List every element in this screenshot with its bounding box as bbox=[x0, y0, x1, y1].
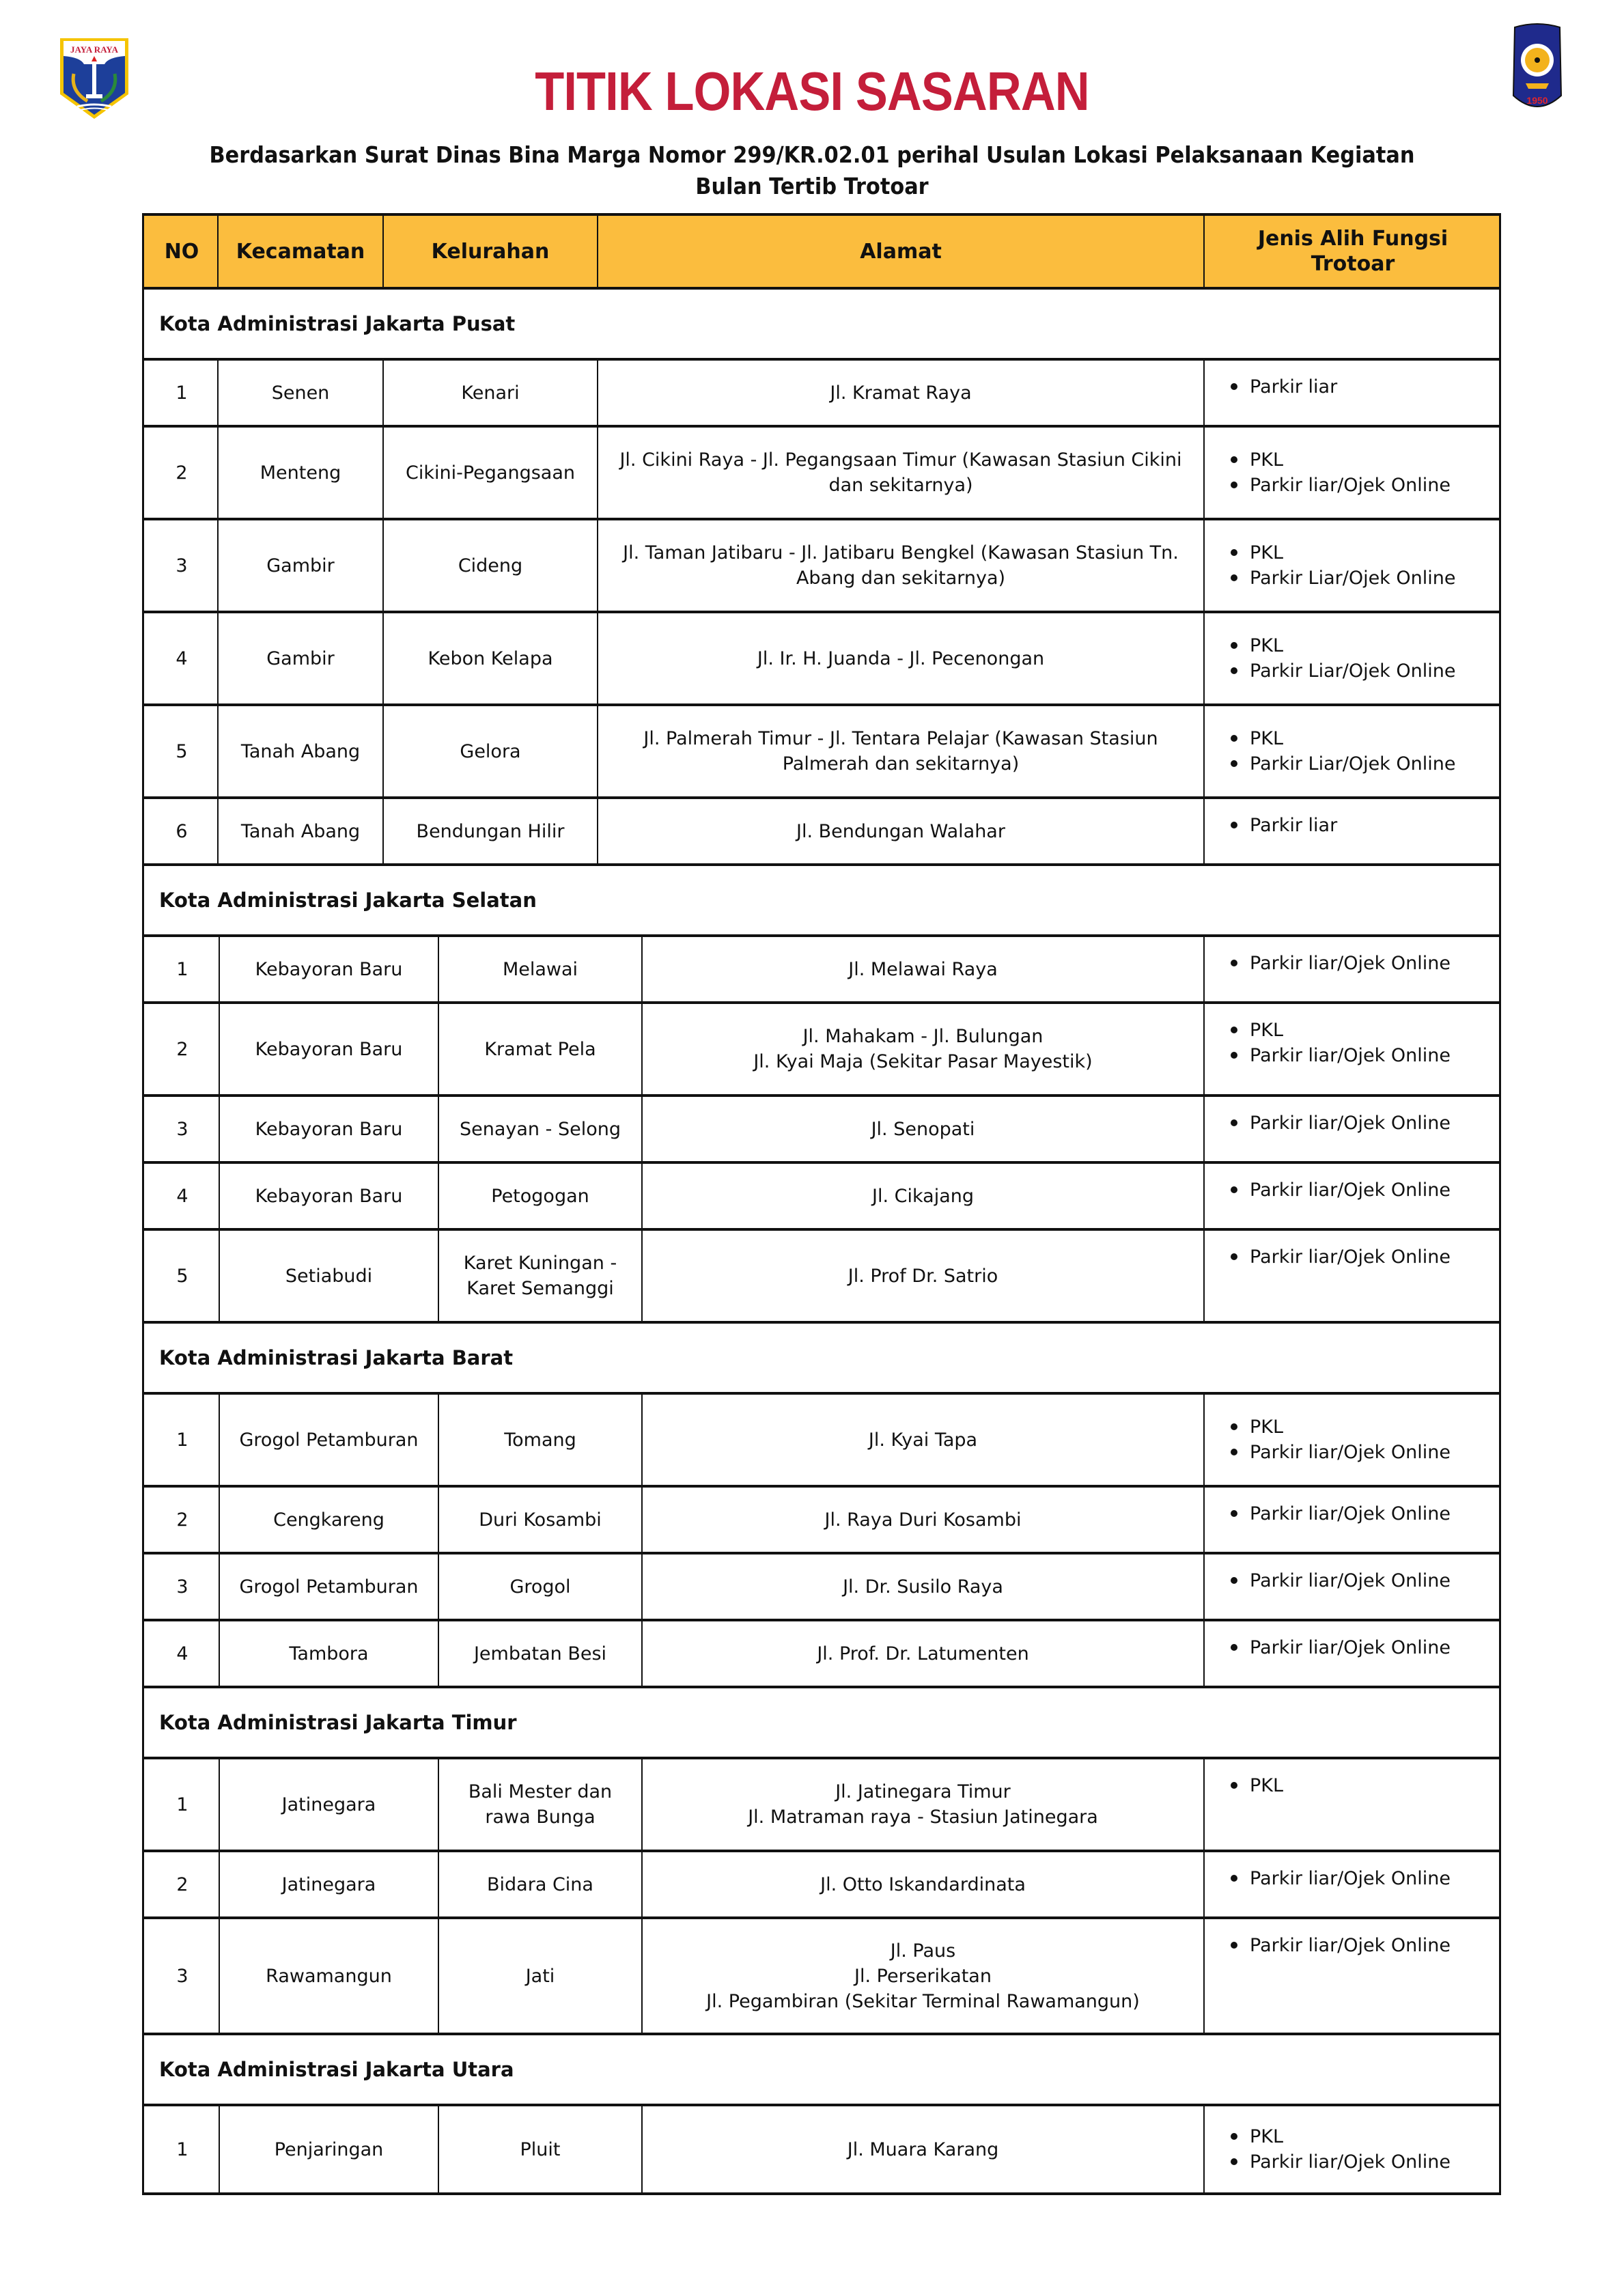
alamat-line: Jl. Prof Dr. Satrio bbox=[848, 1265, 998, 1287]
cell-no: 4 bbox=[176, 1643, 188, 1664]
jenis-item: Parkir liar bbox=[1229, 813, 1337, 838]
jenis-list bbox=[1229, 447, 1451, 498]
section-title: Kota Administrasi Jakarta Timur bbox=[159, 1710, 517, 1734]
jenis-item: Parkir liar/Ojek Online bbox=[1229, 1933, 1451, 1958]
cell-no: 4 bbox=[176, 1185, 188, 1207]
cell-alamat bbox=[641, 1759, 1203, 1850]
cell-no: 1 bbox=[176, 1429, 188, 1451]
cell-kecamatan: Kebayoran Baru bbox=[219, 1164, 438, 1228]
jenis-item: Parkir liar bbox=[1229, 374, 1337, 400]
table-row bbox=[142, 1161, 1501, 1228]
cell-kelurahan: Kramat Pela bbox=[438, 1004, 641, 1094]
jenis-item: Parkir liar/Ojek Online bbox=[1229, 2149, 1451, 2175]
table-row bbox=[142, 1228, 1501, 1321]
section-row bbox=[142, 863, 1501, 934]
cell-jenis bbox=[1203, 1554, 1497, 1619]
page-subtitle bbox=[0, 139, 1624, 202]
jenis-item: Parkir liar/Ojek Online bbox=[1229, 1501, 1451, 1526]
table-row bbox=[142, 934, 1501, 1001]
cell-no: 6 bbox=[176, 820, 188, 842]
cell-kecamatan: Grogol Petamburan bbox=[219, 1395, 438, 1485]
cell-kecamatan: Setiabudi bbox=[219, 1231, 438, 1321]
jenis-list bbox=[1229, 1177, 1451, 1203]
cell-no: 2 bbox=[176, 462, 188, 484]
cell-jenis bbox=[1203, 1759, 1497, 1850]
cell-kelurahan: Petogogan bbox=[438, 1164, 641, 1228]
jenis-item: Parkir liar/Ojek Online bbox=[1229, 1440, 1451, 1465]
jenis-item: PKL bbox=[1229, 726, 1456, 751]
cell-jenis bbox=[1203, 1097, 1497, 1161]
cell-kecamatan: Jatinegara bbox=[219, 1759, 438, 1850]
cell-alamat bbox=[641, 1852, 1203, 1916]
jenis-list bbox=[1229, 1414, 1451, 1465]
cell-no: 5 bbox=[176, 1265, 188, 1287]
alamat-line: Jl. Palmerah Timur - Jl. Tentara Pelajar (Kawasan Stasiun Palmerah dan sekitarnya) bbox=[643, 728, 1158, 775]
jenis-item: Parkir liar/Ojek Online bbox=[1229, 1866, 1451, 1891]
cell-kelurahan: Jati bbox=[438, 1919, 641, 2033]
table-row bbox=[142, 611, 1501, 703]
cell-kelurahan: Cideng bbox=[382, 520, 597, 611]
jenis-item: Parkir Liar/Ojek Online bbox=[1229, 658, 1456, 684]
jenis-list bbox=[1229, 813, 1337, 838]
jenis-list bbox=[1229, 1501, 1451, 1526]
section-title: Kota Administrasi Jakarta Utara bbox=[159, 2057, 514, 2081]
cell-alamat bbox=[641, 1621, 1203, 1686]
table-row bbox=[142, 358, 1501, 425]
alamat-line: Jl. Kyai Maja (Sekitar Pasar Mayestik) bbox=[753, 1051, 1093, 1072]
cell-alamat bbox=[597, 428, 1203, 518]
cell-no: 1 bbox=[176, 1794, 188, 1815]
cell-jenis bbox=[1203, 2106, 1497, 2192]
cell-kelurahan: Karet Kuningan - Karet Semanggi bbox=[438, 1231, 641, 1321]
cell-jenis bbox=[1203, 1395, 1497, 1485]
table-row bbox=[142, 2104, 1501, 2195]
cell-alamat bbox=[597, 613, 1203, 703]
cell-no: 5 bbox=[176, 740, 188, 762]
cell-jenis bbox=[1203, 1621, 1497, 1686]
cell-jenis bbox=[1203, 1231, 1497, 1321]
cell-kecamatan: Kebayoran Baru bbox=[219, 1097, 438, 1161]
table-row bbox=[142, 1916, 1501, 2033]
jenis-item: Parkir liar/Ojek Online bbox=[1229, 1244, 1451, 1270]
section-row bbox=[142, 1686, 1501, 1757]
jenis-item: PKL bbox=[1229, 1414, 1451, 1440]
cell-kecamatan: Kebayoran Baru bbox=[219, 937, 438, 1001]
jenis-item: Parkir liar/Ojek Online bbox=[1229, 1568, 1451, 1593]
table-row bbox=[142, 1392, 1501, 1485]
section-row bbox=[142, 2033, 1501, 2104]
alamat-line: Jl. Senopati bbox=[871, 1118, 975, 1140]
cell-kecamatan: Tanah Abang bbox=[217, 706, 382, 796]
cell-jenis bbox=[1203, 1488, 1497, 1552]
cell-no: 3 bbox=[176, 1965, 188, 1987]
cell-jenis bbox=[1203, 428, 1497, 518]
cell-no: 2 bbox=[176, 1509, 188, 1531]
cell-no: 4 bbox=[176, 647, 188, 669]
table-row bbox=[142, 1094, 1501, 1161]
alamat-line: Jl. Prof. Dr. Latumenten bbox=[817, 1643, 1029, 1664]
jenis-item: PKL bbox=[1229, 1773, 1283, 1798]
jenis-list bbox=[1229, 374, 1337, 400]
cell-kelurahan: Kenari bbox=[382, 361, 597, 425]
subtitle-line-1: Berdasarkan Surat Dinas Bina Marga Nomor 299/KR.02.01 perihal Usulan Lokasi Pelaksanaan Kegiatan bbox=[209, 141, 1415, 168]
header-jenis: Jenis Alih Fungsi Trotoar bbox=[1203, 216, 1501, 287]
alamat-line: Jl. Paus bbox=[890, 1940, 956, 1962]
cell-kelurahan: Cikini-Pegangsaan bbox=[382, 428, 597, 518]
cell-kecamatan: Gambir bbox=[217, 613, 382, 703]
jenis-item: Parkir liar/Ojek Online bbox=[1229, 473, 1451, 498]
cell-jenis bbox=[1203, 1004, 1497, 1094]
cell-kelurahan: Duri Kosambi bbox=[438, 1488, 641, 1552]
cell-no: 1 bbox=[176, 958, 188, 980]
cell-alamat bbox=[641, 1097, 1203, 1161]
cell-alamat bbox=[641, 1488, 1203, 1552]
cell-kecamatan: Gambir bbox=[217, 520, 382, 611]
alamat-line: Jl. Perserikatan bbox=[854, 1965, 992, 1987]
jenis-list bbox=[1229, 1933, 1451, 1958]
cell-kecamatan: Tambora bbox=[219, 1621, 438, 1686]
cell-jenis bbox=[1203, 361, 1497, 425]
cell-kelurahan: Melawai bbox=[438, 937, 641, 1001]
cell-kelurahan: Pluit bbox=[438, 2106, 641, 2192]
jenis-list bbox=[1229, 1568, 1451, 1593]
alamat-line: Jl. Muara Karang bbox=[847, 2138, 999, 2160]
table-row bbox=[142, 1485, 1501, 1552]
jenis-item: Parkir Liar/Ojek Online bbox=[1229, 751, 1456, 777]
jenis-list bbox=[1229, 1866, 1451, 1891]
cell-no: 1 bbox=[176, 382, 188, 404]
alamat-line: Jl. Matraman raya - Stasiun Jatinegara bbox=[748, 1807, 1098, 1828]
cell-kecamatan: Rawamangun bbox=[219, 1919, 438, 2033]
jenis-item: PKL bbox=[1229, 447, 1451, 473]
cell-alamat bbox=[641, 2106, 1203, 2192]
cell-kelurahan: Jembatan Besi bbox=[438, 1621, 641, 1686]
table-row bbox=[142, 1001, 1501, 1094]
cell-jenis bbox=[1203, 1852, 1497, 1916]
cell-kelurahan: Senayan - Selong bbox=[438, 1097, 641, 1161]
cell-jenis bbox=[1203, 937, 1497, 1001]
jenis-item: Parkir liar/Ojek Online bbox=[1229, 1635, 1451, 1660]
alamat-line: Jl. Mahakam - Jl. Bulungan bbox=[802, 1026, 1044, 1047]
jenis-item: Parkir liar/Ojek Online bbox=[1229, 1043, 1451, 1068]
cell-no: 3 bbox=[176, 1576, 188, 1598]
cell-kecamatan: Menteng bbox=[217, 428, 382, 518]
cell-alamat bbox=[641, 1395, 1203, 1485]
table-row bbox=[142, 1619, 1501, 1686]
cell-kecamatan: Cengkareng bbox=[219, 1488, 438, 1552]
header-kecamatan: Kecamatan bbox=[217, 216, 382, 287]
cell-no: 3 bbox=[176, 555, 188, 576]
table-row bbox=[142, 425, 1501, 518]
cell-jenis bbox=[1203, 1164, 1497, 1228]
subtitle-line-2: Bulan Tertib Trotoar bbox=[695, 173, 929, 199]
cell-alamat bbox=[641, 937, 1203, 1001]
cell-kecamatan: Senen bbox=[217, 361, 382, 425]
cell-jenis bbox=[1203, 799, 1497, 863]
section-title: Kota Administrasi Jakarta Pusat bbox=[159, 311, 516, 335]
cell-jenis bbox=[1203, 520, 1497, 611]
cell-kecamatan: Kebayoran Baru bbox=[219, 1004, 438, 1094]
cell-alamat bbox=[641, 1004, 1203, 1094]
jenis-list bbox=[1229, 1111, 1451, 1136]
cell-no: 3 bbox=[176, 1118, 188, 1140]
jenis-item: PKL bbox=[1229, 2124, 1451, 2149]
jenis-item: PKL bbox=[1229, 1018, 1451, 1043]
svg-text:1950: 1950 bbox=[1526, 95, 1548, 106]
cell-jenis bbox=[1203, 613, 1497, 703]
table-row bbox=[142, 518, 1501, 611]
jenis-item: PKL bbox=[1229, 540, 1456, 566]
svg-text:JAYA RAYA: JAYA RAYA bbox=[70, 44, 118, 55]
table-row bbox=[142, 1552, 1501, 1619]
cell-alamat bbox=[597, 799, 1203, 863]
header-alamat: Alamat bbox=[597, 216, 1203, 287]
jenis-list bbox=[1229, 1773, 1283, 1798]
header-kelurahan: Kelurahan bbox=[382, 216, 597, 287]
jenis-item: Parkir liar/Ojek Online bbox=[1229, 951, 1451, 976]
cell-kelurahan: Bendungan Hilir bbox=[382, 799, 597, 863]
jenis-list bbox=[1229, 540, 1456, 591]
section-row bbox=[142, 287, 1501, 358]
cell-alamat bbox=[597, 706, 1203, 796]
cell-alamat bbox=[641, 1164, 1203, 1228]
alamat-line: Jl. Jatinegara Timur bbox=[835, 1781, 1011, 1802]
cell-no: 1 bbox=[176, 2138, 188, 2160]
cell-kecamatan: Grogol Petamburan bbox=[219, 1554, 438, 1619]
table-row bbox=[142, 703, 1501, 796]
jenis-item: PKL bbox=[1229, 633, 1456, 658]
table-row bbox=[142, 796, 1501, 863]
header-no: NO bbox=[164, 239, 199, 264]
jenis-item: Parkir liar/Ojek Online bbox=[1229, 1111, 1451, 1136]
alamat-line: Jl. Taman Jatibaru - Jl. Jatibaru Bengkel (Kawasan Stasiun Tn. Abang dan sekitarnya) bbox=[623, 542, 1179, 589]
cell-no: 2 bbox=[176, 1038, 188, 1060]
jenis-list bbox=[1229, 1635, 1451, 1660]
cell-no: 2 bbox=[176, 1873, 188, 1895]
cell-kelurahan: Kebon Kelapa bbox=[382, 613, 597, 703]
table-row bbox=[142, 1757, 1501, 1850]
table-header-row bbox=[142, 213, 1501, 287]
cell-alamat bbox=[597, 361, 1203, 425]
alamat-line: Jl. Pegambiran (Sekitar Terminal Rawamangun) bbox=[706, 1990, 1140, 2012]
page-title: TITIK LOKASI SASARAN bbox=[535, 61, 1089, 122]
jenis-list bbox=[1229, 951, 1451, 976]
cell-kecamatan: Tanah Abang bbox=[217, 799, 382, 863]
section-title: Kota Administrasi Jakarta Barat bbox=[159, 1345, 514, 1369]
cell-kecamatan: Penjaringan bbox=[219, 2106, 438, 2192]
alamat-line: Jl. Ir. H. Juanda - Jl. Pecenongan bbox=[757, 647, 1045, 669]
cell-alamat bbox=[641, 1231, 1203, 1321]
cell-kelurahan: Bali Mester dan rawa Bunga bbox=[438, 1759, 641, 1850]
alamat-line: Jl. Bendungan Walahar bbox=[796, 820, 1005, 842]
jenis-item: Parkir Liar/Ojek Online bbox=[1229, 566, 1456, 591]
jenis-list bbox=[1229, 1244, 1451, 1270]
cell-kecamatan: Jatinegara bbox=[219, 1852, 438, 1916]
alamat-line: Jl. Cikini Raya - Jl. Pegangsaan Timur (Kawasan Stasiun Cikini dan sekitarnya) bbox=[619, 449, 1182, 496]
alamat-line: Jl. Raya Duri Kosambi bbox=[824, 1509, 1022, 1531]
alamat-line: Jl. Melawai Raya bbox=[848, 958, 998, 980]
cell-kelurahan: Tomang bbox=[438, 1395, 641, 1485]
jenis-list bbox=[1229, 726, 1456, 777]
table-row bbox=[142, 1850, 1501, 1916]
alamat-line: Jl. Kyai Tapa bbox=[868, 1429, 978, 1451]
alamat-line: Jl. Cikajang bbox=[872, 1185, 974, 1207]
jenis-item: Parkir liar/Ojek Online bbox=[1229, 1177, 1451, 1203]
cell-jenis bbox=[1203, 706, 1497, 796]
section-row bbox=[142, 1321, 1501, 1392]
alamat-line: Jl. Dr. Susilo Raya bbox=[843, 1576, 1003, 1598]
cell-kelurahan: Bidara Cina bbox=[438, 1852, 641, 1916]
section-title: Kota Administrasi Jakarta Selatan bbox=[159, 888, 537, 912]
jenis-list bbox=[1229, 1018, 1451, 1068]
cell-alamat bbox=[641, 1554, 1203, 1619]
cell-alamat bbox=[597, 520, 1203, 611]
alamat-line: Jl. Kramat Raya bbox=[830, 382, 972, 404]
alamat-line: Jl. Otto Iskandardinata bbox=[820, 1873, 1026, 1895]
jenis-list bbox=[1229, 2124, 1451, 2175]
cell-kelurahan: Gelora bbox=[382, 706, 597, 796]
jenis-list bbox=[1229, 633, 1456, 684]
cell-jenis bbox=[1203, 1919, 1497, 2033]
cell-alamat bbox=[641, 1919, 1203, 2033]
cell-kelurahan: Grogol bbox=[438, 1554, 641, 1619]
